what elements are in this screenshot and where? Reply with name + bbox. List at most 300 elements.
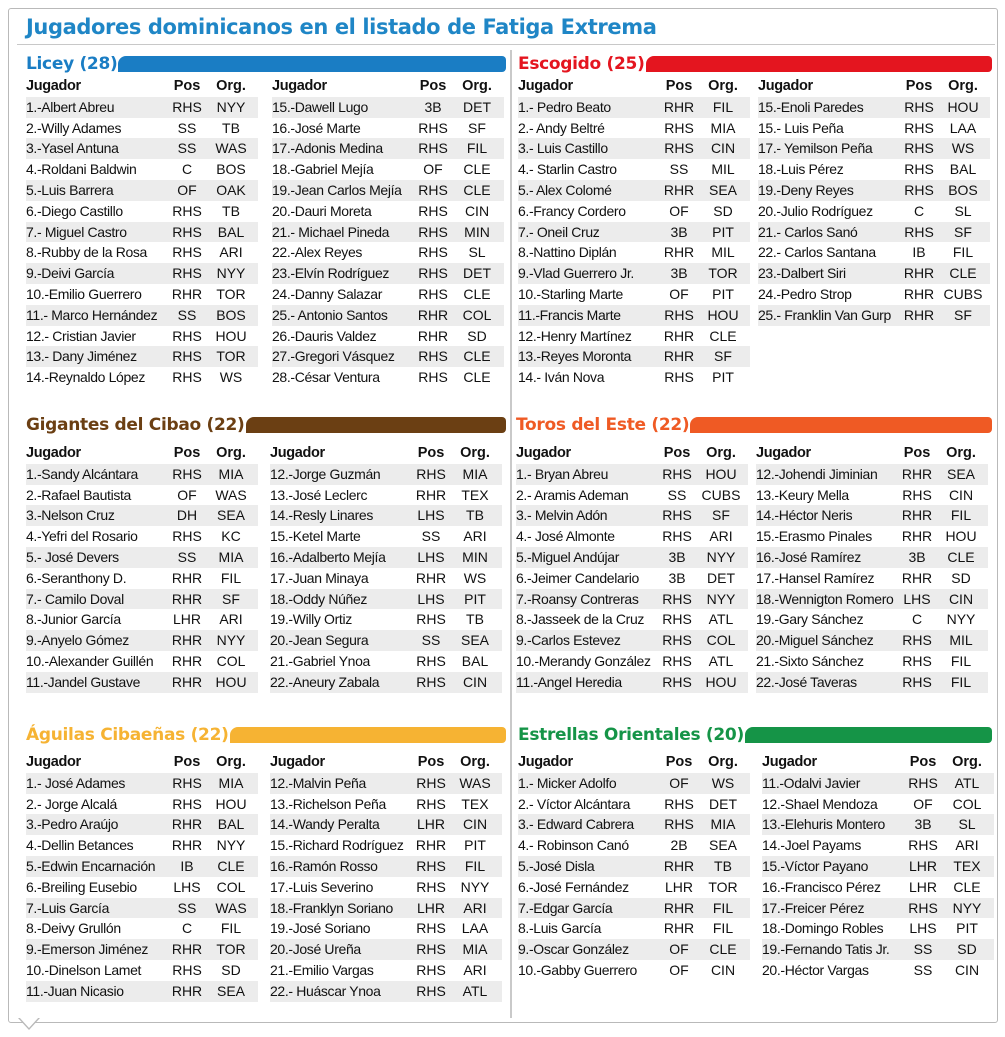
header-org: Org. xyxy=(706,445,736,461)
player-organization: CLE xyxy=(709,941,737,958)
player-organization: SF xyxy=(954,223,972,240)
table-row xyxy=(26,138,258,159)
player-position: RHR xyxy=(663,98,695,115)
table-row xyxy=(518,856,750,877)
player-organization: SEA xyxy=(946,465,975,482)
table-row xyxy=(516,630,748,651)
table-row xyxy=(516,547,748,568)
table-row xyxy=(756,589,988,610)
table-row xyxy=(270,547,502,568)
player-organization: MIL xyxy=(711,161,735,178)
player-organization: CIN xyxy=(462,816,488,833)
table-row xyxy=(270,794,502,815)
table-row xyxy=(762,814,994,835)
table-row xyxy=(272,222,504,243)
player-position: C xyxy=(181,161,193,178)
table-row xyxy=(270,651,502,672)
header-player: Jugador xyxy=(518,754,573,770)
team-color-bar xyxy=(646,56,992,72)
player-name: 7.-Luis García xyxy=(26,899,110,916)
player-position: RHR xyxy=(903,285,935,302)
player-organization: OAK xyxy=(216,181,246,198)
player-name: 20.-Jean Segura xyxy=(270,632,369,649)
header-pos: Pos xyxy=(905,78,933,94)
player-organization: FIL xyxy=(220,569,242,586)
team-header xyxy=(26,411,506,439)
table-header-row xyxy=(518,76,750,97)
player-organization: MIA xyxy=(710,119,736,136)
table-row xyxy=(516,526,748,547)
player-organization: CIN xyxy=(710,140,736,157)
table-row xyxy=(26,877,258,898)
player-position: 3B xyxy=(908,548,926,565)
team-color-bar xyxy=(745,727,992,743)
player-organization: NYY xyxy=(216,265,246,282)
player-organization: CLE xyxy=(949,265,977,282)
table-row xyxy=(26,180,258,201)
table-row xyxy=(26,547,258,568)
player-name: 5.-Edwin Encarnación xyxy=(26,857,156,874)
player-name: 4.-Dellin Betances xyxy=(26,837,134,854)
player-position: RHS xyxy=(172,202,202,219)
player-position: OF xyxy=(669,202,689,219)
player-name: 5.- Alex Colomé xyxy=(518,181,612,198)
player-position: RHS xyxy=(904,119,934,136)
player-organization: PIT xyxy=(712,223,734,240)
player-name: 19.-Jean Carlos Mejía xyxy=(272,181,402,198)
player-position: LHR xyxy=(172,611,201,628)
player-organization: BAL xyxy=(949,161,977,178)
table-row xyxy=(26,346,258,367)
player-position: RHR xyxy=(415,569,447,586)
header-org: Org. xyxy=(216,78,246,94)
table-row xyxy=(26,898,258,919)
player-name: 2.- Aramis Ademan xyxy=(516,486,629,503)
header-player: Jugador xyxy=(272,78,327,94)
player-name: 20.-José Ureña xyxy=(270,941,361,958)
player-organization: ATL xyxy=(708,652,734,669)
player-organization: CLE xyxy=(947,548,975,565)
player-position: RHS xyxy=(172,223,202,240)
player-position: RHS xyxy=(418,285,448,302)
player-position: SS xyxy=(667,486,687,503)
header-player: Jugador xyxy=(516,445,571,461)
player-name: 6.-José Fernández xyxy=(518,878,629,895)
team-title: Estrellas Orientales (20) xyxy=(518,725,744,745)
player-position: RHS xyxy=(902,486,932,503)
table-row xyxy=(270,981,502,1002)
player-position: SS xyxy=(177,119,197,136)
player-name: 10.-Alexander Guillén xyxy=(26,652,154,669)
player-organization: HOU xyxy=(705,465,737,482)
player-name: 16.-Ramón Rosso xyxy=(270,857,378,874)
team-header xyxy=(26,50,506,78)
player-organization: ATL xyxy=(954,774,980,791)
player-organization: MIA xyxy=(218,548,244,565)
player-name: 13.-Reyes Moronta xyxy=(518,348,632,365)
player-position: RHS xyxy=(416,652,446,669)
player-name: 22.- Huáscar Ynoa xyxy=(270,982,381,999)
player-position: RHS xyxy=(172,961,202,978)
player-organization: TOR xyxy=(216,285,246,302)
player-organization: COL xyxy=(462,306,492,323)
player-name: 7.- Oneil Cruz xyxy=(518,223,600,240)
roster-column xyxy=(270,443,502,693)
player-name: 22.-José Taveras xyxy=(756,673,857,690)
player-name: 5.- José Devers xyxy=(26,548,119,565)
table-row xyxy=(518,284,750,305)
table-row xyxy=(518,960,750,981)
header-pos: Pos xyxy=(909,754,937,770)
player-organization: TOR xyxy=(216,348,246,365)
player-position: IB xyxy=(912,244,926,261)
header-player: Jugador xyxy=(26,445,81,461)
player-position: RHR xyxy=(663,327,695,344)
table-header-row xyxy=(26,76,258,97)
table-row xyxy=(518,305,750,326)
player-position: RHR xyxy=(171,652,203,669)
table-row xyxy=(758,305,990,326)
table-header-row xyxy=(26,443,258,464)
player-position: LHS xyxy=(417,548,445,565)
player-position: RHR xyxy=(171,632,203,649)
player-organization: CLE xyxy=(463,369,491,386)
player-name: 14.-Héctor Neris xyxy=(756,507,853,524)
player-position: RHR xyxy=(663,181,695,198)
player-name: 26.-Dauris Valdez xyxy=(272,327,377,344)
player-organization: CIN xyxy=(464,202,490,219)
header-org: Org. xyxy=(952,754,982,770)
header-org: Org. xyxy=(460,445,490,461)
table-row xyxy=(26,630,258,651)
player-organization: SF xyxy=(954,306,972,323)
player-name: 21.- Michael Pineda xyxy=(272,223,390,240)
team-section-licey xyxy=(26,50,506,386)
player-position: OF xyxy=(669,961,689,978)
player-name: 3.-Yasel Antuna xyxy=(26,140,119,157)
player-name: 18.-Gabriel Mejía xyxy=(272,161,374,178)
player-position: RHS xyxy=(172,98,202,115)
player-name: 4.- José Almonte xyxy=(516,528,615,545)
player-position: OF xyxy=(669,774,689,791)
player-organization: MIA xyxy=(462,941,488,958)
player-position: RHS xyxy=(172,774,202,791)
player-organization: TOR xyxy=(708,878,738,895)
table-row xyxy=(272,367,504,388)
table-row xyxy=(270,526,502,547)
table-row xyxy=(762,960,994,981)
player-name: 8.-Nattino Diplán xyxy=(518,244,617,261)
player-name: 8.-Deivy Grullón xyxy=(26,920,121,937)
table-header-row xyxy=(518,752,750,773)
roster-column xyxy=(272,76,504,388)
table-row xyxy=(762,835,994,856)
player-organization: BOS xyxy=(216,161,246,178)
player-position: RHS xyxy=(904,140,934,157)
header-player: Jugador xyxy=(762,754,817,770)
player-position: RHS xyxy=(662,652,692,669)
table-row xyxy=(272,118,504,139)
table-row xyxy=(26,773,258,794)
table-row xyxy=(26,118,258,139)
player-organization: NYY xyxy=(952,899,982,916)
player-position: RHS xyxy=(172,348,202,365)
table-row xyxy=(26,651,258,672)
player-organization: TEX xyxy=(953,857,981,874)
player-name: 19.-Gary Sánchez xyxy=(756,611,864,628)
page-title: Jugadores dominicanos en el listado de Fatiga Extrema xyxy=(26,15,657,39)
table-row xyxy=(26,284,258,305)
table-row xyxy=(518,814,750,835)
player-position: LHS xyxy=(417,590,445,607)
table-row xyxy=(26,505,258,526)
table-row xyxy=(26,981,258,1002)
header-player: Jugador xyxy=(518,78,573,94)
player-organization: WAS xyxy=(215,140,247,157)
header-org: Org. xyxy=(216,445,246,461)
table-row xyxy=(26,263,258,284)
player-name: 21.-Emilio Vargas xyxy=(270,961,374,978)
player-organization: TB xyxy=(222,119,240,136)
player-organization: SEA xyxy=(708,181,737,198)
table-row xyxy=(270,589,502,610)
player-organization: ARI xyxy=(709,528,733,545)
player-organization: CIN xyxy=(462,673,488,690)
player-name: 18.-Wennigton Romero xyxy=(756,590,894,607)
player-organization: CLE xyxy=(463,181,491,198)
player-position: RHS xyxy=(664,816,694,833)
player-name: 14.-Resly Linares xyxy=(270,507,373,524)
player-position: RHS xyxy=(418,244,448,261)
player-organization: MIL xyxy=(949,632,973,649)
table-row xyxy=(26,960,258,981)
player-organization: TB xyxy=(714,857,732,874)
player-organization: TB xyxy=(222,202,240,219)
player-organization: COL xyxy=(216,652,246,669)
player-position: RHS xyxy=(908,837,938,854)
player-position: RHR xyxy=(171,982,203,999)
header-pos: Pos xyxy=(663,445,691,461)
player-organization: HOU xyxy=(945,528,977,545)
team-header xyxy=(518,50,992,78)
player-name: 19.-José Soriano xyxy=(270,920,371,937)
player-organization: HOU xyxy=(215,327,247,344)
header-pos: Pos xyxy=(903,445,931,461)
player-organization: PIT xyxy=(712,369,734,386)
table-header-row xyxy=(758,76,990,97)
player-organization: TEX xyxy=(461,795,489,812)
table-row xyxy=(272,284,504,305)
table-row xyxy=(26,794,258,815)
table-row xyxy=(26,918,258,939)
player-organization: FIL xyxy=(464,857,486,874)
player-position: RHS xyxy=(662,590,692,607)
player-organization: MIA xyxy=(218,465,244,482)
player-position: RHS xyxy=(418,369,448,386)
player-organization: DET xyxy=(463,98,491,115)
table-row xyxy=(270,835,502,856)
player-position: 3B xyxy=(424,98,442,115)
player-organization: BAL xyxy=(217,816,245,833)
player-organization: WAS xyxy=(215,899,247,916)
player-name: 12.-Johendi Jiminian xyxy=(756,465,878,482)
table-row xyxy=(270,672,502,693)
table-header-row xyxy=(272,76,504,97)
player-organization: ARI xyxy=(463,961,487,978)
player-position: OF xyxy=(177,181,197,198)
player-position: RHS xyxy=(172,244,202,261)
table-row xyxy=(758,180,990,201)
player-name: 15.-Richard Rodríguez xyxy=(270,837,404,854)
player-name: 4.- Starlin Castro xyxy=(518,161,617,178)
player-organization: SEA xyxy=(460,632,489,649)
table-row xyxy=(516,505,748,526)
table-row xyxy=(516,672,748,693)
table-row xyxy=(518,835,750,856)
table-row xyxy=(270,464,502,485)
roster-column xyxy=(762,752,994,981)
table-row xyxy=(518,138,750,159)
player-position: SS xyxy=(177,548,197,565)
header-pos: Pos xyxy=(665,78,693,94)
player-position: LHR xyxy=(908,857,937,874)
player-name: 7.- Camilo Doval xyxy=(26,590,124,607)
header-org: Org. xyxy=(708,754,738,770)
player-organization: FIL xyxy=(950,673,972,690)
table-row xyxy=(518,201,750,222)
player-position: SS xyxy=(669,161,689,178)
table-row xyxy=(762,918,994,939)
player-organization: ATL xyxy=(708,611,734,628)
player-name: 25.- Franklin Van Gurp xyxy=(758,306,891,323)
player-position: RHS xyxy=(172,528,202,545)
player-position: RHS xyxy=(416,673,446,690)
player-position: RHS xyxy=(416,465,446,482)
player-position: RHR xyxy=(171,590,203,607)
player-organization: WS xyxy=(219,369,243,386)
player-organization: HOU xyxy=(947,98,979,115)
player-organization: CIN xyxy=(948,486,974,503)
header-org: Org. xyxy=(462,78,492,94)
player-organization: FIL xyxy=(712,98,734,115)
player-organization: NYY xyxy=(706,548,736,565)
table-row xyxy=(518,367,750,388)
player-name: 11.-Juan Nicasio xyxy=(26,982,124,999)
player-name: 16.-José Marte xyxy=(272,119,361,136)
player-organization: PIT xyxy=(464,837,486,854)
player-name: 18.-Domingo Robles xyxy=(762,920,884,937)
table-row xyxy=(26,326,258,347)
table-row xyxy=(518,939,750,960)
player-position: RHS xyxy=(902,673,932,690)
player-name: 18.-Franklyn Soriano xyxy=(270,899,393,916)
player-name: 2.- Jorge Alcalá xyxy=(26,795,117,812)
table-row xyxy=(26,568,258,589)
player-organization: SEA xyxy=(216,507,245,524)
table-row xyxy=(26,464,258,485)
player-name: 13.-José Leclerc xyxy=(270,486,368,503)
player-organization: MIA xyxy=(462,465,488,482)
roster-column xyxy=(26,76,258,388)
table-row xyxy=(762,877,994,898)
table-row xyxy=(758,201,990,222)
team-header xyxy=(518,721,992,749)
table-row xyxy=(272,305,504,326)
table-header-row xyxy=(270,752,502,773)
player-organization: BAL xyxy=(461,652,489,669)
player-organization: ARI xyxy=(219,244,243,261)
player-name: 19.-Willy Ortiz xyxy=(270,611,352,628)
player-organization: LAA xyxy=(949,119,977,136)
player-position: OF xyxy=(669,285,689,302)
table-row xyxy=(758,159,990,180)
player-name: 12.-Shael Mendoza xyxy=(762,795,878,812)
table-row xyxy=(518,918,750,939)
player-position: RHS xyxy=(904,161,934,178)
player-name: 4.-Roldani Baldwin xyxy=(26,161,137,178)
player-position: RHS xyxy=(662,465,692,482)
player-position: RHS xyxy=(904,181,934,198)
player-name: 6.-Jeimer Candelario xyxy=(516,569,639,586)
player-organization: SD xyxy=(467,327,487,344)
table-row xyxy=(518,159,750,180)
table-row xyxy=(270,773,502,794)
table-row xyxy=(272,97,504,118)
player-organization: SD xyxy=(951,569,971,586)
player-name: 17.-Hansel Ramírez xyxy=(756,569,875,586)
table-row xyxy=(270,918,502,939)
player-name: 21.-Gabriel Ynoa xyxy=(270,652,370,669)
player-position: LHR xyxy=(416,899,445,916)
player-position: RHR xyxy=(901,465,933,482)
player-name: 3.-Pedro Araújo xyxy=(26,816,119,833)
player-organization: SF xyxy=(712,507,730,524)
player-organization: SF xyxy=(222,590,240,607)
player-name: 1.- Bryan Abreu xyxy=(516,465,609,482)
player-organization: MIN xyxy=(464,223,490,240)
player-position: LHR xyxy=(416,816,445,833)
player-organization: CLE xyxy=(463,348,491,365)
player-position: RHR xyxy=(663,920,695,937)
table-row xyxy=(270,814,502,835)
table-row xyxy=(272,242,504,263)
player-name: 16.-Adalberto Mejía xyxy=(270,548,386,565)
table-row xyxy=(272,326,504,347)
team-section-escogido xyxy=(518,50,992,386)
player-position: RHR xyxy=(903,306,935,323)
player-position: RHR xyxy=(663,348,695,365)
player-position: 2B xyxy=(670,837,688,854)
team-title: Escogido (25) xyxy=(518,54,645,74)
player-organization: SL xyxy=(468,244,486,261)
player-organization: MIA xyxy=(218,774,244,791)
player-position: RHS xyxy=(664,119,694,136)
table-row xyxy=(518,794,750,815)
header-org: Org. xyxy=(948,78,978,94)
player-organization: WAS xyxy=(215,486,247,503)
player-organization: CLE xyxy=(709,327,737,344)
table-row xyxy=(26,672,258,693)
player-organization: NYY xyxy=(216,837,246,854)
player-organization: FIL xyxy=(466,140,488,157)
player-name: 10.-Emilio Guerrero xyxy=(26,285,142,302)
player-position: RHR xyxy=(171,941,203,958)
header-player: Jugador xyxy=(270,754,325,770)
player-position: RHS xyxy=(172,265,202,282)
player-position: RHS xyxy=(416,795,446,812)
player-name: 1.- Micker Adolfo xyxy=(518,774,617,791)
player-organization: SEA xyxy=(216,982,245,999)
